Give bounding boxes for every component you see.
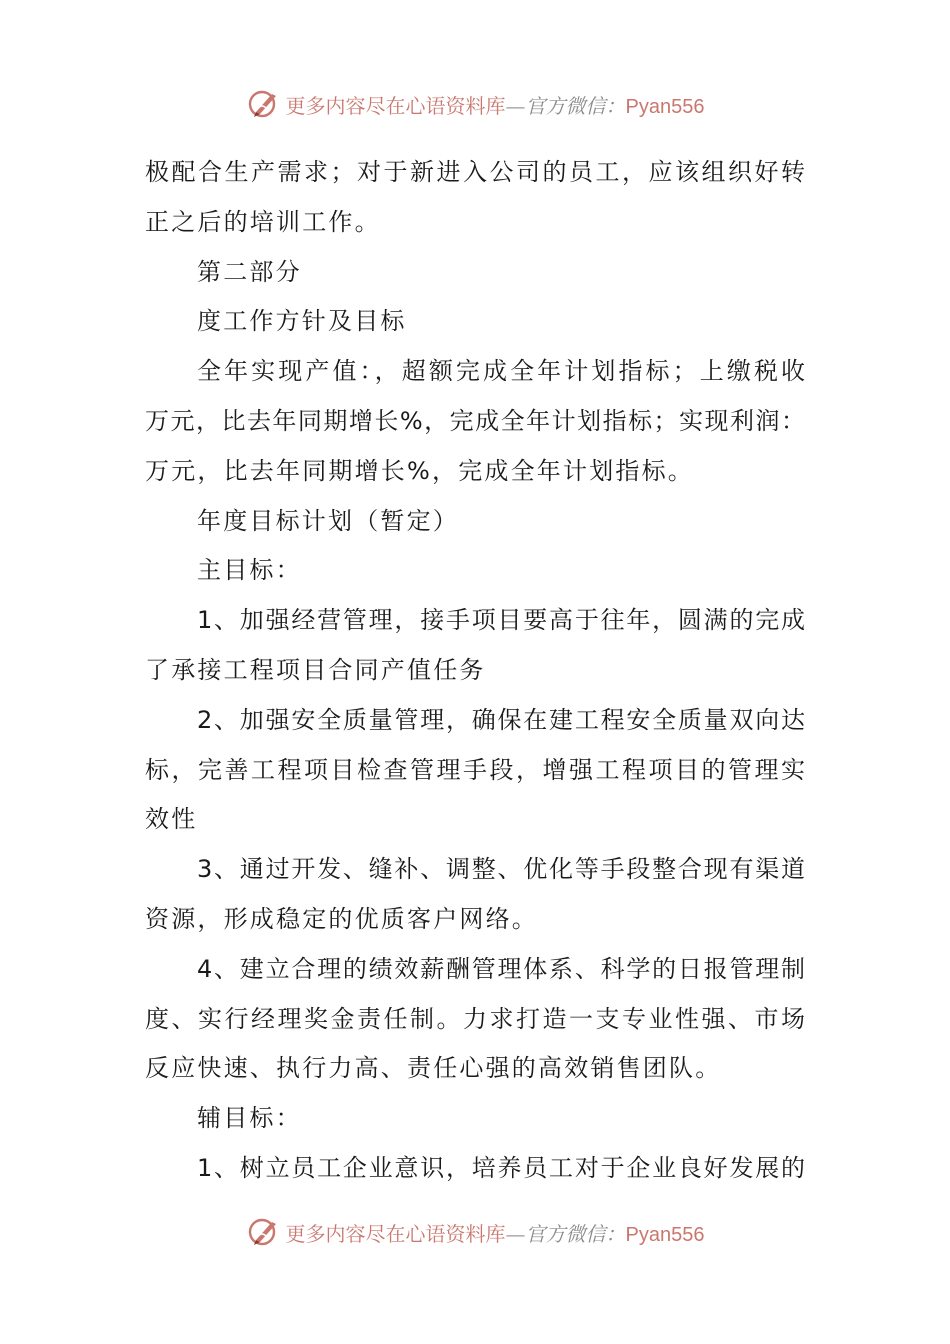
text-line: 1、加强经营管理，接手项目要高于往年，圆满的完成 [197, 606, 805, 635]
watermark-wechat-id: Pyan556 [625, 1223, 705, 1246]
section-heading: 第二部分 [197, 257, 302, 286]
document-body [145, 148, 805, 1194]
text-line: 4、建立合理的绩效薪酬管理体系、科学的日报管理制 [197, 954, 805, 983]
text-line: 反应快速、执行力高、责任心强的高效销售团队。 [145, 1054, 722, 1083]
watermark-site-name: 更多内容尽在心语资料库 [285, 1221, 506, 1246]
text-line: 1、树立员工企业意识，培养员工对于企业良好发展的 [197, 1153, 805, 1182]
watermark-label [286, 90, 705, 119]
watermark-wechat-id: Pyan556 [625, 95, 705, 118]
section-subheading: 辅目标： [197, 1104, 302, 1133]
section-subheading: 年度目标计划（暂定） [197, 506, 459, 535]
watermark-separator: — [505, 93, 526, 118]
text-line: 正之后的培训工作。 [145, 207, 381, 236]
text-line: 度、实行经理奖金责任制。力求打造一支专业性强、市场 [145, 1004, 805, 1033]
text-line: 极配合生产需求；对于新进入公司的员工，应该组织好转 [145, 158, 805, 186]
watermark-label [286, 1218, 705, 1247]
watermark-site-name: 更多内容尽在心语资料库 [285, 93, 506, 118]
watermark-official-label: 官方微信： [525, 93, 626, 118]
watermark-official-label: 官方微信： [525, 1221, 626, 1246]
watermark-header [0, 84, 950, 124]
text-line: 万元，比去年同期增长%，完成全年计划指标。 [145, 456, 695, 485]
text-line: 标，完善工程项目检查管理手段，增强工程项目的管理实 [145, 755, 805, 784]
section-subheading: 主目标： [197, 556, 302, 585]
text-line: 全年实现产值：，超额完成全年计划指标；上缴税收 [197, 357, 805, 386]
text-line: 2、加强安全质量管理，确保在建工程安全质量双向达 [197, 705, 805, 734]
text-line: 3、通过开发、缝补、调整、优化等手段整合现有渠道 [197, 855, 805, 884]
text-line: 效性 [145, 805, 198, 834]
pen-logo-icon [246, 86, 282, 122]
section-subheading: 度工作方针及目标 [197, 307, 407, 336]
watermark-separator: — [505, 1221, 526, 1246]
pen-logo-icon [246, 1214, 282, 1250]
text-line: 了承接工程项目合同产值任务 [145, 655, 486, 684]
text-line: 资源，形成稳定的优质客户网络。 [145, 904, 538, 933]
text-line: 万元，比去年同期增长%，完成全年计划指标；实现利润： [145, 406, 805, 435]
watermark-footer [0, 1212, 950, 1252]
